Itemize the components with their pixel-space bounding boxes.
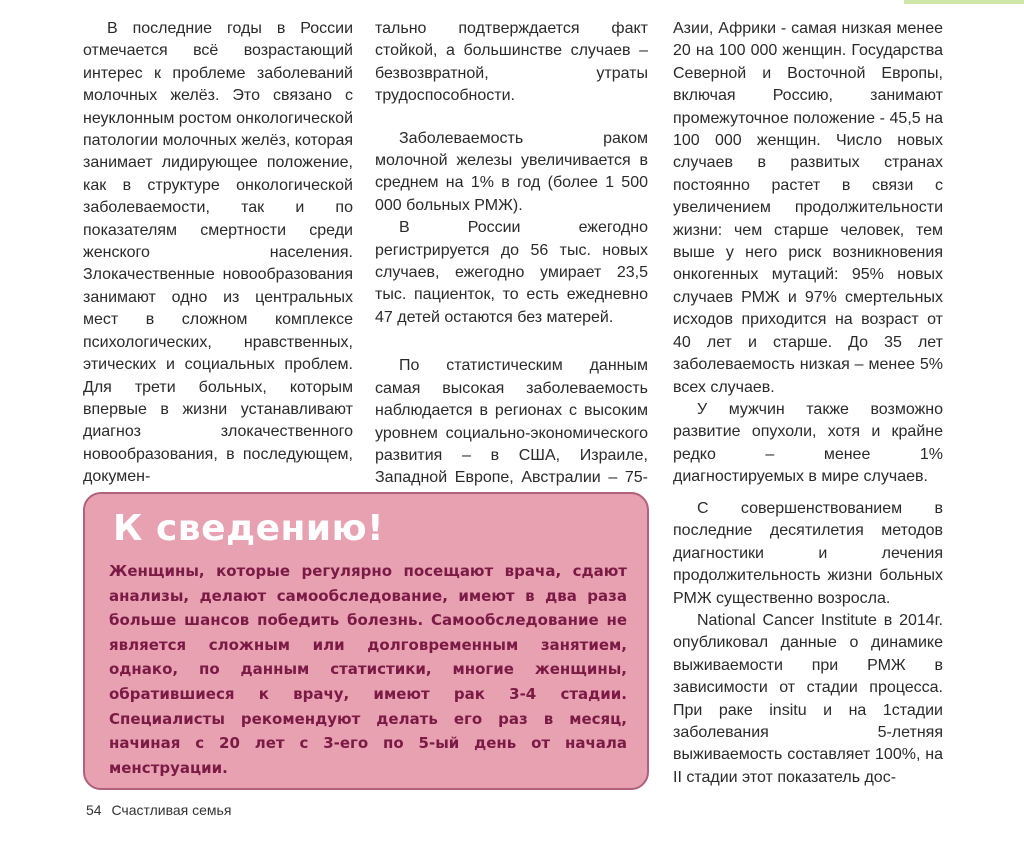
paragraph: Заболеваемость раком молочной железы увеличивается в среднем на 1% в год (более 1 500 000 больных РМЖ). xyxy=(375,129,648,214)
callout-title: К сведению! xyxy=(113,508,384,549)
page-footer xyxy=(86,802,231,818)
article-column-3-lower xyxy=(673,498,943,789)
paragraph: По статистическим данным самая высокая заболеваемость наблюдается в регионах с высоким уровнем социально-экономического развития – в США, Израиле, Западной Европе, Австралии – 75- xyxy=(375,357,648,487)
paragraph: В России ежегодно регистрируется до 56 тыс. новых случаев, ежегодно умирает 23,5 тыс. пациенток, то есть ежедневно 47 детей остаются без матерей. xyxy=(375,219,648,326)
paragraph: Азии, Африки - самая низкая менее 20 на 100 000 женщин. Государства Северной и Восточной Европы, включая Россию, занимают промежуточное положение - 45,5 на 100 000 женщин. Число новых случаев в развитых странах постоянно растет в связи с увеличением продолжительности жизни: чем старше человек, тем выше у него риск возникновения онкогенных мутаций: 95% новых случаев РМЖ и 97% смертельных исходов приходится на возраст от 40 лет и старше. До 35 лет заболеваемость низкая – менее 5% всех случаев. xyxy=(673,20,943,396)
magazine-title: Счастливая семья xyxy=(111,802,232,818)
article-column-1 xyxy=(83,18,353,489)
paragraph: В последние годы в России отмечается всё возрастающий интерес к проблеме заболеваний молочных желёз. Это связано с неуклонным ростом онкологической патологии молочных желёз, которая занимает лидирующее положение, как в структуре онкологической заболеваемости, так и по показателям смертности среди женского населения. Злокачественные новообразования занимают одно из центральных мест в сложном комплексе психологических, нравственных, этических и социальных проблем. Для трети больных, которым впервые в жизни устанавливают диагноз злокачественного новообразования, в последующем, докумен- xyxy=(83,20,353,486)
paragraph: тально подтверждается факт стойкой, а большинстве случаев – безвозвратной, утраты трудоспособности. xyxy=(375,20,648,105)
paragraph: National Cancer Institute в 2014г. опубликовал данные о динамике выживаемости при РМЖ в зависимости от стадии процесса. При раке insitu и на 1стадии заболевания 5-летняя выживаемость составляет 100%, на II стадии этот показатель дос- xyxy=(673,612,943,786)
info-callout-box xyxy=(83,492,649,790)
article-column-3 xyxy=(673,18,943,489)
callout-body: Женщины, которые регулярно посещают врача, сдают анализы, делают самообследование, имеют в два раза больше шансов победить болезнь. Самообследование не является сложным или долговременным занятием, однако, по данным статистики, многие женщины, обратившиеся к врачу, имеют рак 3-4 стадии. Специалисты рекомендуют делать его раз в месяц, начиная с 20 лет с 3-его по 5-ый день от начала менструации. xyxy=(109,562,627,777)
paragraph: С совершенствованием в последние десятилетия методов диагностики и лечения продолжительность жизни больных РМЖ существенно возросла. xyxy=(673,500,943,607)
top-accent-bar xyxy=(904,0,1024,4)
paragraph: У мужчин также возможно развитие опухоли, хотя и крайне редко – менее 1% диагностируемых в мире случаев. xyxy=(673,400,943,486)
article-column-2 xyxy=(375,18,648,512)
page-number: 54 xyxy=(86,802,102,818)
